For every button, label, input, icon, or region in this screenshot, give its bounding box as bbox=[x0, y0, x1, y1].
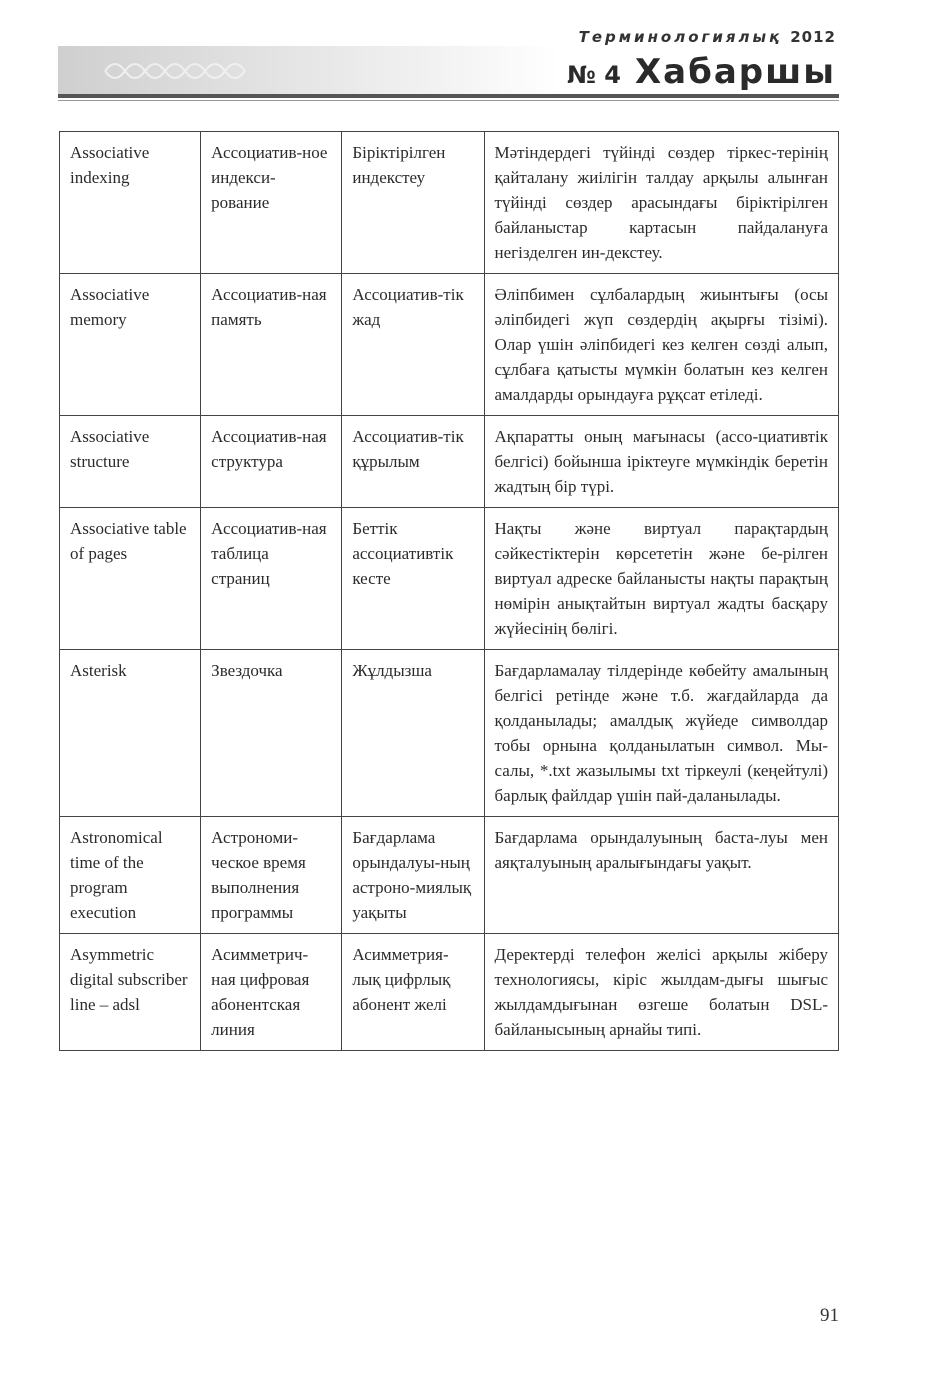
term-english: Associative structure bbox=[60, 416, 201, 508]
term-kazakh: Ассоциатив-тік құрылым bbox=[342, 416, 484, 508]
term-definition: Ақпаратты оның мағынасы (ассо-циативтік белгісі) бойынша іріктеуге мүмкіндік беретін жадтың бір түрі. bbox=[484, 416, 838, 508]
term-russian: Ассоциатив-ная память bbox=[201, 274, 342, 416]
term-kazakh: Жұлдызша bbox=[342, 650, 484, 817]
term-russian: Звездочка bbox=[201, 650, 342, 817]
header-rule bbox=[58, 94, 839, 98]
journal-year: 2012 bbox=[790, 28, 836, 46]
term-english: Associative memory bbox=[60, 274, 201, 416]
term-english: Asterisk bbox=[60, 650, 201, 817]
issue-number: № 4 bbox=[567, 61, 621, 89]
term-definition: Бағдарламалау тілдерінде көбейту амалының белгісі ретінде және т.б. жағдайларда да қолданылады; амалдық жүйеде символдар тобы орнына қолданылатын символ. Мы-салы, *.txt жазылымы txt тіркеулі (кеңейтулі) барлық файлдар үшін пай-даланылады. bbox=[484, 650, 838, 817]
term-english: Associative indexing bbox=[60, 132, 201, 274]
term-definition: Деректерді телефон желісі арқылы жіберу технологиясы, кіріс жылдам-дығы шығыс жылдамдығынан өзгеше болатын DSL-байланысының арнайы типі. bbox=[484, 934, 838, 1051]
table-row bbox=[60, 817, 839, 934]
term-definition: Мәтіндердегі түйінді сөздер тіркес-терінің қайталану жиілігін талдау арқылы алынған түйінді сөздер арасындағы біріктірілген байланыстар картасын пайдалануға негізделген ин-декстеу. bbox=[484, 132, 838, 274]
term-russian: Ассоциатив-ная структура bbox=[201, 416, 342, 508]
journal-name: Хабаршы bbox=[634, 52, 836, 92]
term-russian: Астрономи-ческое время выполнения программы bbox=[201, 817, 342, 934]
term-definition: Нақты және виртуал парақтардың сәйкестіктерін көрсететін және бе-рілген виртуал адреске байланысты нақты парақтың нөмірін анықтайтын виртуал жадты басқару жүйесінің бөлігі. bbox=[484, 508, 838, 650]
term-definition: Әліпбимен сұлбалардың жиынтығы (осы әліпбидегі жүп сөздердің ақырғы тізімі). Олар үшін әліпбидегі кез келген сөзді алып, сұлбаға қатысты мүмкін болатын кез келген амалдарды орындауға рұқсат етіледі. bbox=[484, 274, 838, 416]
terms-table bbox=[59, 131, 839, 1051]
term-kazakh: Біріктірілген индекстеу bbox=[342, 132, 484, 274]
table-row bbox=[60, 508, 839, 650]
term-russian: Ассоциатив-ная таблица страниц bbox=[201, 508, 342, 650]
header-rule-thin bbox=[58, 100, 839, 101]
table-row bbox=[60, 934, 839, 1051]
term-kazakh: Беттік ассоциативтік кесте bbox=[342, 508, 484, 650]
journal-issue-line bbox=[567, 52, 836, 92]
page-number: 91 bbox=[820, 1305, 839, 1326]
term-definition: Бағдарлама орындалуының баста-луы мен аяқталуының аралығындағы уақыт. bbox=[484, 817, 838, 934]
term-russian: Ассоциатив-ное индекси-рование bbox=[201, 132, 342, 274]
term-kazakh: Ассоциатив-тік жад bbox=[342, 274, 484, 416]
term-kazakh: Асимметрия-лық цифрлық абонент желі bbox=[342, 934, 484, 1051]
table-row bbox=[60, 416, 839, 508]
table-row bbox=[60, 274, 839, 416]
table-row bbox=[60, 650, 839, 817]
term-english: Astronomical time of the program execution bbox=[60, 817, 201, 934]
journal-title-text: Терминологиялық bbox=[578, 28, 783, 46]
ornament-pattern-icon bbox=[100, 52, 250, 90]
term-english: Associative table of pages bbox=[60, 508, 201, 650]
term-english: Asymmetric digital subscriber line – adsl bbox=[60, 934, 201, 1051]
term-kazakh: Бағдарлама орындалуы-ның астроно-миялық уақыты bbox=[342, 817, 484, 934]
table-row bbox=[60, 132, 839, 274]
term-russian: Асимметрич-ная цифровая абонентская линия bbox=[201, 934, 342, 1051]
journal-title bbox=[579, 28, 836, 46]
